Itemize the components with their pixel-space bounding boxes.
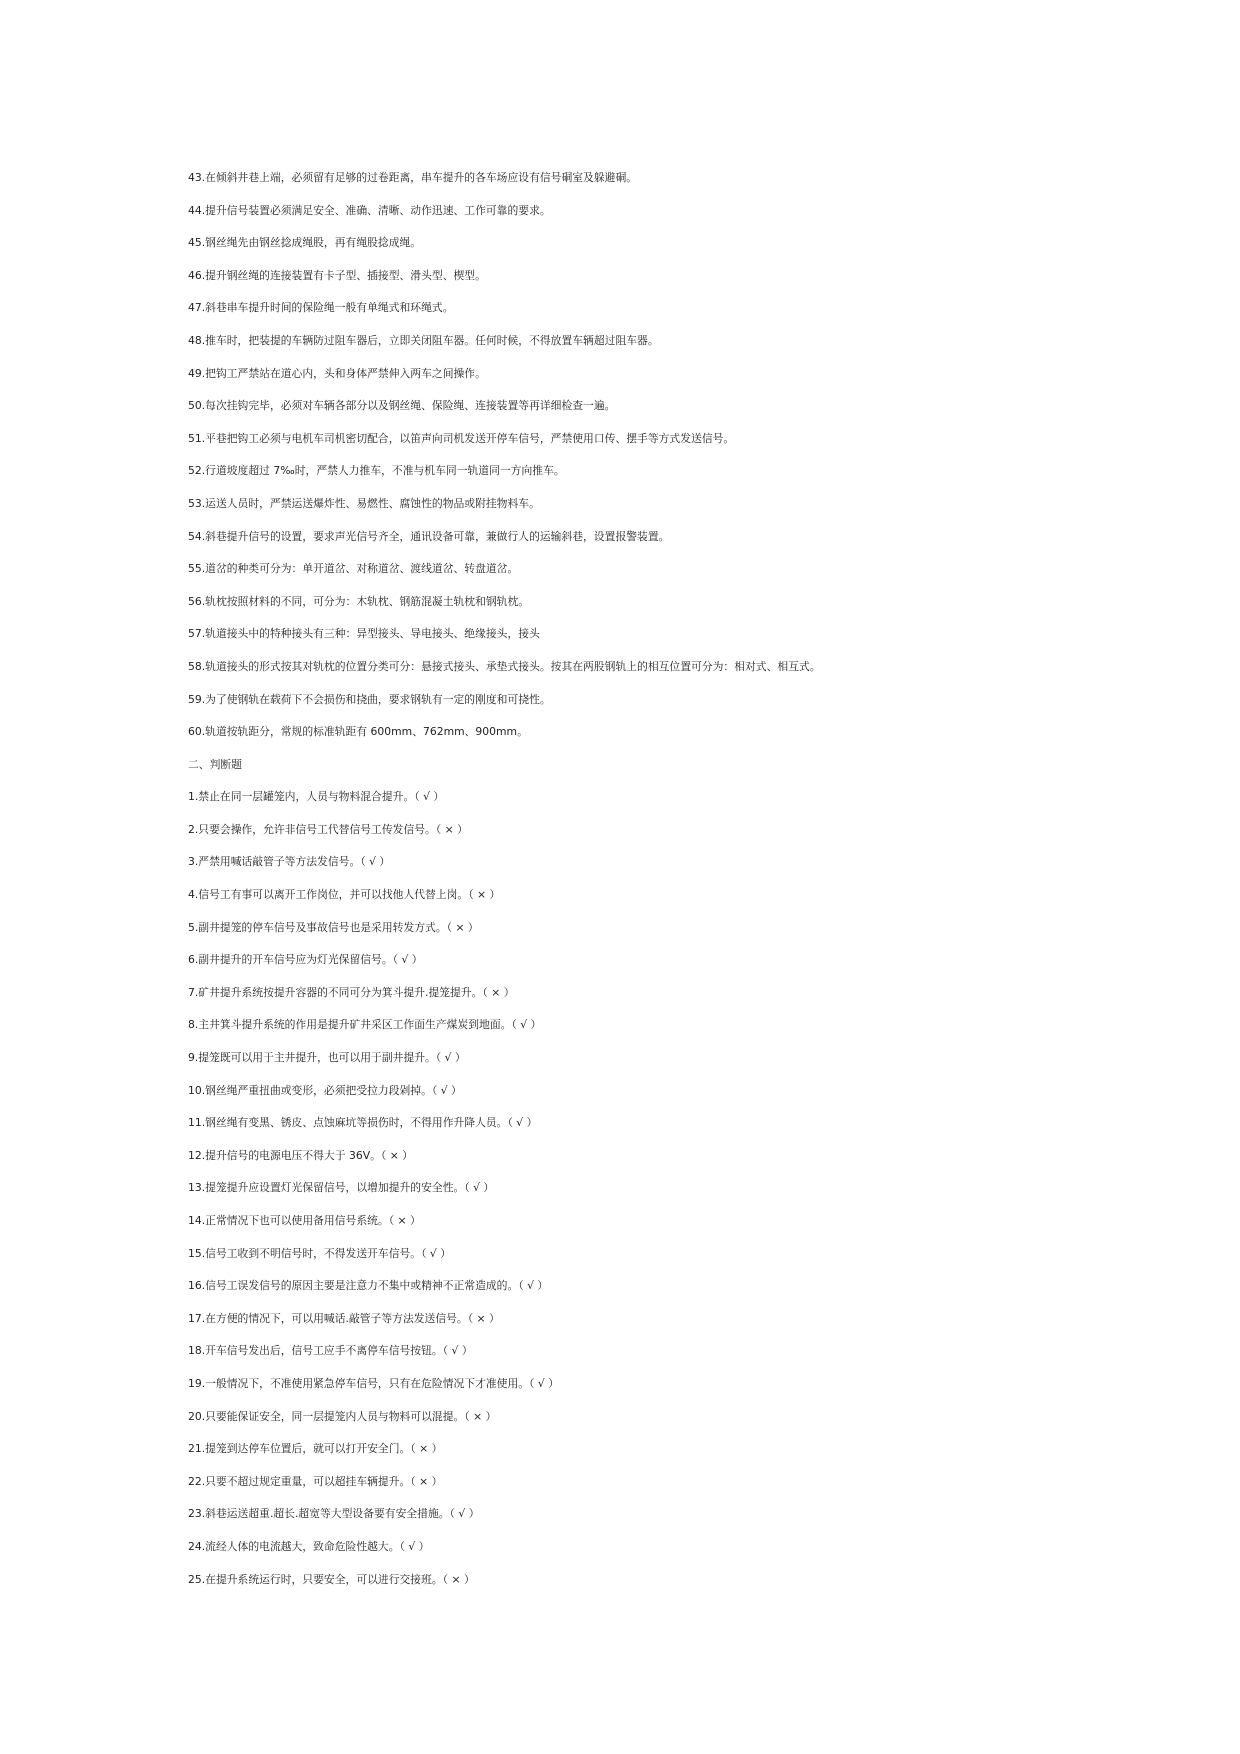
text-line: 52.行道坡度超过 7‰时，严禁人力推车，不准与机车同一轨道同一方向推车。 [188, 464, 565, 478]
text-line: 51.平巷把钩工必须与电机车司机密切配合，以笛声向司机发送开停车信号，严禁使用口传、摆手等方式发送信号。 [188, 431, 735, 445]
text-line: 9.提笼既可以用于主井提升，也可以用于副井提升。（ √ ） [188, 1051, 466, 1065]
text-line: 46.提升钢丝绳的连接装置有卡子型、插接型、滑头型、楔型。 [188, 268, 486, 282]
text-line: 55.道岔的种类可分为：单开道岔、对称道岔、渡线道岔、转盘道岔。 [188, 562, 519, 576]
text-line: 45.钢丝绳先由钢丝捻成绳股，再有绳股捻成绳。 [188, 236, 422, 250]
text-line: 2.只要会操作，允许非信号工代替信号工传发信号。（ × ） [188, 822, 468, 836]
text-line: 60.轨道按轨距分，常规的标准轨距有 600mm、762mm、900mm。 [188, 725, 528, 739]
text-line: 53.运送人员时，严禁运送爆炸性、易燃性、腐蚀性的物品或附挂物料车。 [188, 496, 540, 510]
text-line: 20.只要能保证安全，同一层提笼内人员与物料可以混提。（ × ） [188, 1409, 497, 1423]
text-line: 12.提升信号的电源电压不得大于 36V。（ × ） [188, 1148, 413, 1162]
text-line: 11.钢丝绳有变黑、锈皮、点蚀麻坑等损伤时，不得用作升降人员。（ √ ） [188, 1116, 538, 1130]
text-line: 25.在提升系统运行时，只要安全，可以进行交接班。（ × ） [188, 1572, 475, 1586]
text-line: 16.信号工误发信号的原因主要是注意力不集中或精神不正常造成的。（ √ ） [188, 1279, 549, 1293]
text-line: 54.斜巷提升信号的设置，要求声光信号齐全，通讯设备可靠，兼做行人的运输斜巷，设置报警装置。 [188, 529, 670, 543]
text-line: 1.禁止在同一层罐笼内，人员与物料混合提升。（ √ ） [188, 790, 445, 804]
text-line: 14.正常情况下也可以使用备用信号系统。（ × ） [188, 1214, 421, 1227]
text-line: 56.轨枕按照材料的不同，可分为：木轨枕、钢筋混凝土轨枕和钢轨枕。 [188, 594, 530, 608]
document-text-body [188, 168, 1188, 1602]
text-line: 44.提升信号装置必须满足安全、准确、清晰、动作迅速、工作可靠的要求。 [188, 203, 551, 217]
text-line: 22.只要不超过规定重量，可以超挂车辆提升。（ × ） [188, 1474, 443, 1488]
text-line: 49.把钩工严禁站在道心内，头和身体严禁伸入两车之间操作。 [188, 366, 486, 380]
text-line: 50.每次挂钩完毕，必须对车辆各部分以及钢丝绳、保险绳、连接装置等再详细检查一遍。 [188, 399, 616, 413]
section-heading: 二、判断题 [188, 757, 242, 771]
text-line: 6.副井提升的开车信号应为灯光保留信号。（ √ ） [188, 953, 423, 967]
text-line: 17.在方便的情况下，可以用喊话.敲管子等方法发送信号。（ × ） [188, 1311, 500, 1325]
text-line: 7.矿井提升系统按提升容器的不同可分为箕斗提升.提笼提升。（ × ） [188, 985, 515, 999]
text-line: 58.轨道接头的形式按其对轨枕的位置分类可分：悬接式接头、承垫式接头。按其在两股钢轨上的相互位置可分为：相对式、相互式。 [188, 659, 821, 673]
text-line: 59.为了使钢轨在载荷下不会损伤和挠曲，要求钢轨有一定的刚度和可挠性。 [188, 692, 551, 706]
text-line: 5.副井提笼的停车信号及事故信号也是采用转发方式。（ × ） [188, 920, 479, 934]
text-line: 48.推车时，把装提的车辆防过阻车器后，立即关闭阻车器。任何时候，不得放置车辆超过阻车器。 [188, 333, 659, 347]
text-line: 18.开车信号发出后，信号工应手不离停车信号按钮。（ √ ） [188, 1344, 473, 1358]
text-line: 13.提笼提升应设置灯光保留信号，以增加提升的安全性。（ √ ） [188, 1181, 495, 1195]
text-line: 47.斜巷串车提升时间的保险绳一般有单绳式和环绳式。 [188, 301, 454, 315]
text-line: 24.流经人体的电流越大，致命危险性越大。（ √ ） [188, 1539, 430, 1553]
text-line: 4.信号工有事可以离开工作岗位，并可以找他人代替上岗。（ × ） [188, 888, 501, 902]
text-line: 57.轨道接头中的特种接头有三种：异型接头、导电接头、绝缘接头，接头 [188, 627, 540, 641]
text-line: 23.斜巷运送超重.超长.超宽等大型设备要有安全措施。（ √ ） [188, 1507, 480, 1521]
text-line: 3.严禁用喊话敲管子等方法发信号。（ √ ） [188, 855, 391, 869]
text-line: 10.钢丝绳严重扭曲或变形，必须把受拉力段剁掉。（ √ ） [188, 1083, 462, 1097]
text-line: 21.提笼到达停车位置后，就可以打开安全门。（ × ） [188, 1442, 443, 1456]
text-line: 15.信号工收到不明信号时，不得发送开车信号。（ √ ） [188, 1246, 452, 1260]
text-line: 43.在倾斜井巷上端，必须留有足够的过卷距离，串车提升的各车场应设有信号硐室及躲避硐。 [188, 171, 638, 184]
text-line: 19.一般情况下，不准使用紧急停车信号，只有在危险情况下才准使用。（ √ ） [188, 1376, 560, 1390]
text-line: 8.主井箕斗提升系统的作用是提升矿井采区工作面生产煤炭到地面。（ √ ） [188, 1018, 542, 1032]
